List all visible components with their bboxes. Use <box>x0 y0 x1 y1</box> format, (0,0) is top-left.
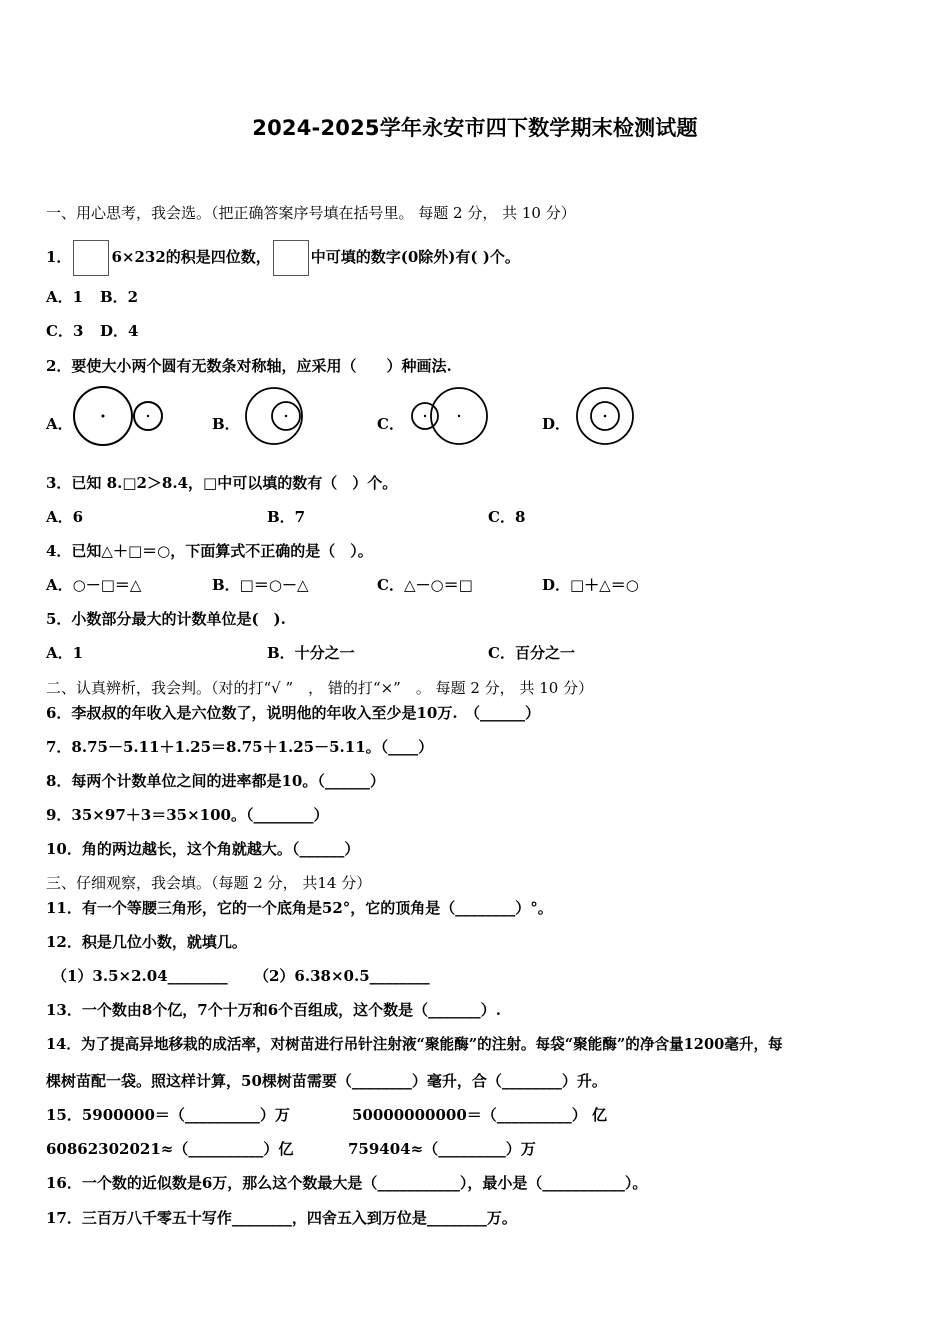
question-15-part-3: 60862302021≈（__________）亿 <box>46 1140 294 1158</box>
question-16: 16．一个数的近似数是6万，那么这个数最大是（___________），最小是（___________）。 <box>46 1174 648 1192</box>
question-5: 5．小数部分最大的计数单位是( ). <box>46 610 286 628</box>
section-1-heading: 一、用心思考，我会选。（把正确答案序号填在括号里。 每题 2 分， 共 10 分） <box>46 204 576 222</box>
q1-option-a[interactable]: A．1 <box>46 288 84 306</box>
circle-figure-c <box>405 382 495 452</box>
question-12-part-1: （1）3.5×2.04________ <box>52 967 228 985</box>
q1-option-c[interactable]: C．3 <box>46 322 84 340</box>
q2-option-a[interactable]: A． <box>46 415 73 433</box>
answer-box <box>273 240 309 276</box>
question-10: 10．角的两边越长，这个角就越大。（______） <box>46 840 360 858</box>
question-8: 8．每两个计数单位之间的进率都是10。（______） <box>46 772 385 790</box>
q2-option-c[interactable]: C． <box>377 415 404 433</box>
question-15-part-4: 759404≈（_________）万 <box>348 1140 536 1158</box>
circle-figure-a <box>70 382 170 452</box>
q4-option-a[interactable]: A．○－□＝△ <box>46 576 142 594</box>
question-12: 12．积是几位小数，就填几。 <box>46 933 247 951</box>
q2-option-d[interactable]: D． <box>542 415 571 433</box>
question-17: 17．三百万八千零五十写作________，四舍五入到万位是________万。 <box>46 1209 517 1227</box>
question-12-part-2: （2）6.38×0.5________ <box>254 967 430 985</box>
question-4: 4．已知△＋□＝○，下面算式不正确的是（ ）。 <box>46 542 373 560</box>
q5-option-a[interactable]: A．1 <box>46 644 84 662</box>
question-1-number: 1． <box>46 248 72 266</box>
q1-option-d[interactable]: D．4 <box>100 322 139 340</box>
question-2: 2．要使大小两个圆有无数条对称轴，应采用（ ）种画法. <box>46 357 452 375</box>
q4-option-d[interactable]: D．□＋△＝○ <box>542 576 639 594</box>
question-1-text-b: 中可填的数字(0除外)有( )个。 <box>310 248 520 266</box>
q4-option-b[interactable]: B．□＝○－△ <box>212 576 309 594</box>
q3-option-a[interactable]: A．6 <box>46 508 84 526</box>
section-2-heading: 二、认真辨析，我会判。（对的打“√ ” ， 错的打“×” 。 每题 2 分， 共 10 分） <box>46 679 594 697</box>
question-6: 6．李叔叔的年收入是六位数了，说明他的年收入至少是10万. （______） <box>46 704 541 722</box>
question-1 <box>46 240 520 276</box>
q3-option-b[interactable]: B．7 <box>267 508 306 526</box>
circle-figure-d <box>570 382 640 452</box>
question-14-line-1: 14．为了提高异地移栽的成活率，对树苗进行吊针注射液“聚能酶”的注射。每袋“聚能酶”的净含量1200毫升，每 <box>46 1036 783 1053</box>
section-3-heading: 三、仔细观察，我会填。（每题 2 分， 共14 分） <box>46 874 372 892</box>
question-9: 9．35×97＋3＝35×100。（________） <box>46 806 329 824</box>
question-11: 11．有一个等腰三角形，它的一个底角是52°，它的顶角是（________）°。 <box>46 899 553 917</box>
q2-option-b[interactable]: B． <box>212 415 240 433</box>
question-7: 7．8.75－5.11＋1.25＝8.75＋1.25－5.11。（____） <box>46 738 434 756</box>
question-15-part-2: 50000000000＝（__________） 亿 <box>352 1106 608 1124</box>
q1-option-b[interactable]: B．2 <box>100 288 139 306</box>
question-14-line-2: 棵树苗配一袋。照这样计算，50棵树苗需要（________）毫升，合（________）升。 <box>46 1072 607 1090</box>
question-3: 3．已知 8.□2＞8.4，□中可以填的数有（ ）个。 <box>46 474 398 492</box>
question-13: 13．一个数由8个亿，7个十万和6个百组成，这个数是（_______）. <box>46 1001 501 1019</box>
q3-option-c[interactable]: C．8 <box>488 508 526 526</box>
answer-box <box>73 240 109 276</box>
q5-option-c[interactable]: C．百分之一 <box>488 644 575 662</box>
circle-figure-b <box>240 382 310 452</box>
q5-option-b[interactable]: B．十分之一 <box>267 644 355 662</box>
question-15-part-1: 15．5900000＝（__________）万 <box>46 1106 290 1124</box>
page-title: 2024-2025学年永安市四下数学期末检测试题 <box>252 116 698 140</box>
question-1-text-a: 6×232的积是四位数， <box>111 248 271 266</box>
q4-option-c[interactable]: C．△－○＝□ <box>377 576 473 594</box>
